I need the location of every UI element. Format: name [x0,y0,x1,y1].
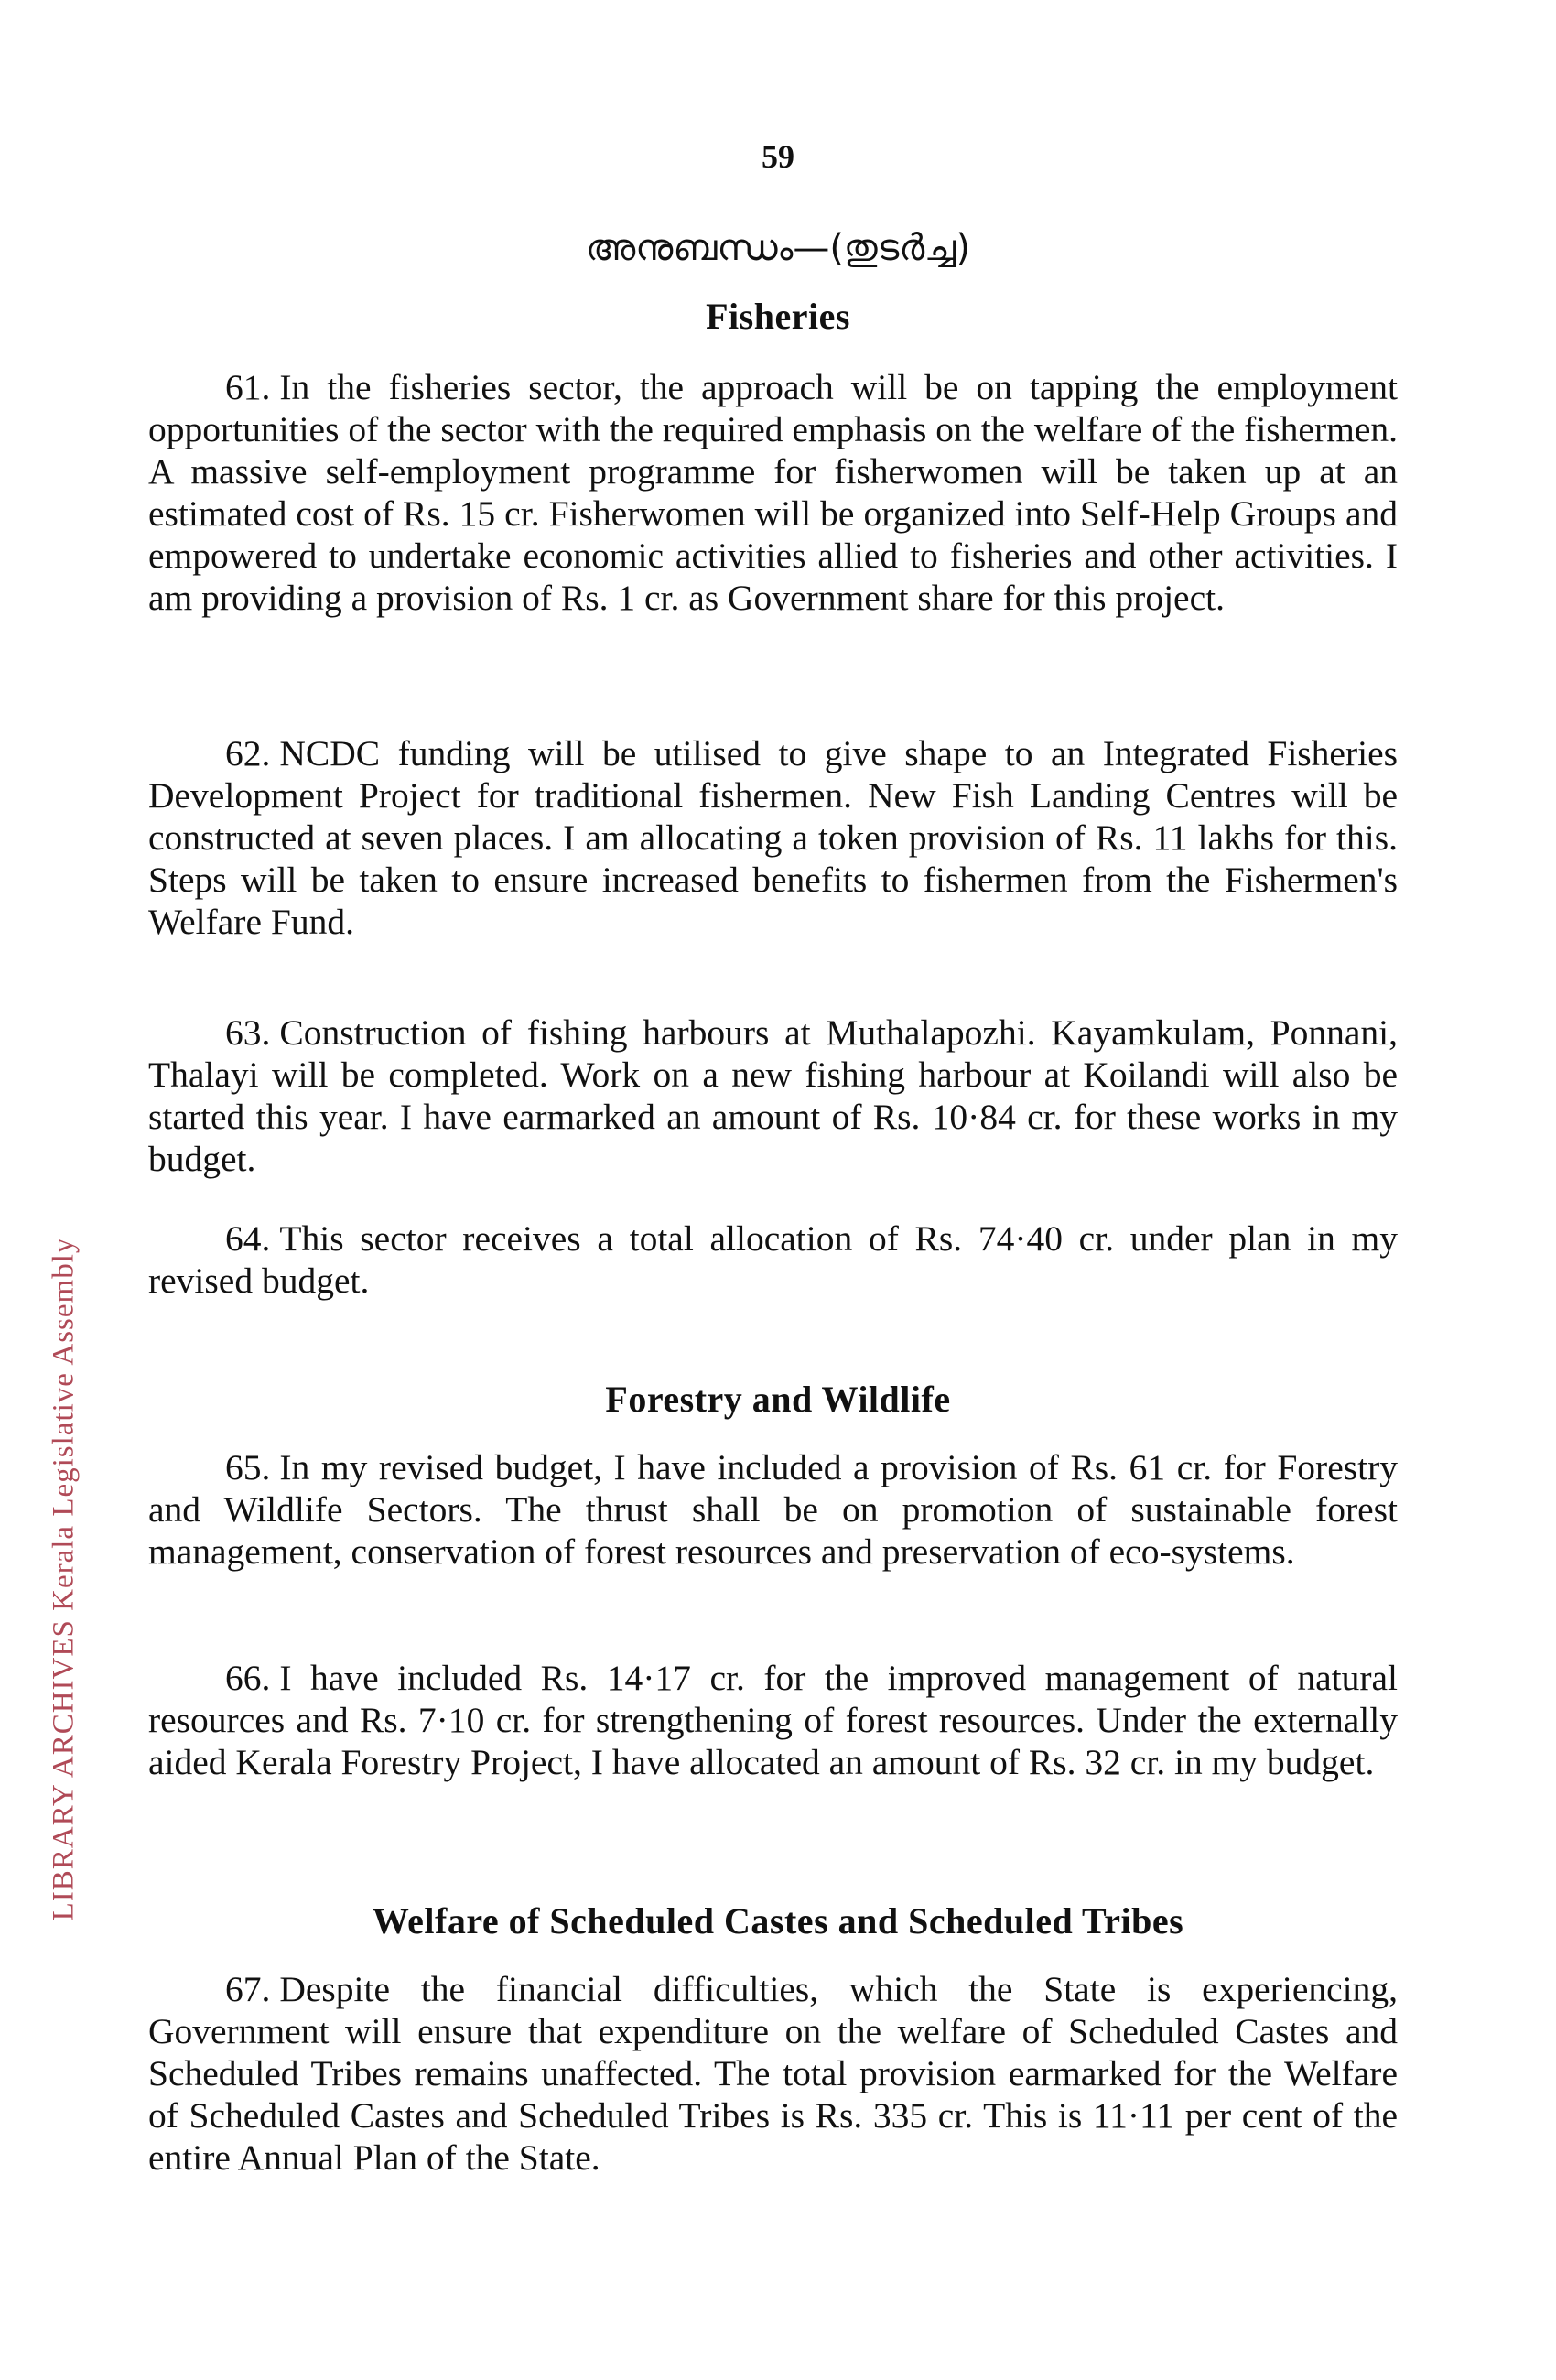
paragraph-text: I have included Rs. 14·17 cr. for the improved management of natural resources and Rs. 7·10 cr. for strengthening of forest resources. Under the externally aided Kerala Forestry Project, I have allocated an amount of Rs. 32 cr. in my budget. [148,1658,1398,1782]
page-number: 59 [762,138,794,175]
paragraph-text: Construction of fishing harbours at Muthalapozhi. Kayamkulam, Ponnani, Thalayi will be completed. Work on a new fishing harbour at Koilandi will also be started this year. I have earmarked an amount of Rs. 10·84 cr. for these works in my budget. [148,1012,1398,1179]
paragraph-text: In my revised budget, I have included a provision of Rs. 61 cr. for Forestry and Wildlife Sectors. The thrust shall be on promotion of sustainable forest management, conservation of forest resources and preservation of eco-systems. [148,1447,1398,1572]
appendix-heading: അനുബന്ധം—(തുടർച്ച) [585,227,971,269]
paragraph-text: This sector receives a total allocation of Rs. 74·40 cr. under plan in my revised budget. [148,1218,1398,1301]
paragraph-text: NCDC funding will be utilised to give shape to an Integrated Fisheries Development Project for traditional fishermen. New Fish Landing Centres will be constructed at seven places. I am allocating a token provision of Rs. 11 lakhs for this. Steps will be taken to ensure increased benefits to fishermen from the Fishermen's Welfare Fund. [148,733,1398,942]
paragraph-number: 61. [225,367,271,407]
paragraph-number: 63. [225,1012,271,1053]
paragraph-number: 65. [225,1447,271,1488]
paragraph-number: 66. [225,1658,271,1698]
paragraph-number: 64. [225,1218,271,1259]
paragraph-text: In the fisheries sector, the approach will be on tapping the employment opportunities of the sector with the required emphasis on the welfare of the fishermen. A massive self-employment programme for fisherwomen will be taken up at an estimated cost of Rs. 15 cr. Fisherwomen will be organized into Self-Help Groups and empowered to undertake economic activities allied to fisheries and other activities. I am providing a provision of Rs. 1 cr. as Government share for this project. [148,367,1398,618]
paragraph-67 [148,1968,1398,2179]
paragraph-63 [148,1012,1398,1180]
section-title-fisheries: Fisheries [706,296,850,337]
paragraph-64 [148,1217,1398,1302]
paragraph-66 [148,1657,1398,1783]
paragraph-65 [148,1446,1398,1573]
paragraph-62 [148,732,1398,943]
paragraph-text: Despite the financial difficulties, which the State is experiencing, Government will ensure that expenditure on the welfare of Scheduled Castes and Scheduled Tribes remains unaffected. The total provision earmarked for the Welfare of Scheduled Castes and Scheduled Tribes is Rs. 335 cr. This is 11·11 per cent of the entire Annual Plan of the State. [148,1969,1398,2178]
library-archives-watermark: LIBRARY ARCHIVES Kerala Legislative Assembly [47,1237,81,1921]
section-title-welfare: Welfare of Scheduled Castes and Scheduled Tribes [372,1900,1184,1942]
section-title-forestry: Forestry and Wildlife [605,1379,951,1420]
paragraph-number: 67. [225,1969,271,2009]
paragraph-number: 62. [225,733,271,774]
paragraph-61 [148,366,1398,619]
